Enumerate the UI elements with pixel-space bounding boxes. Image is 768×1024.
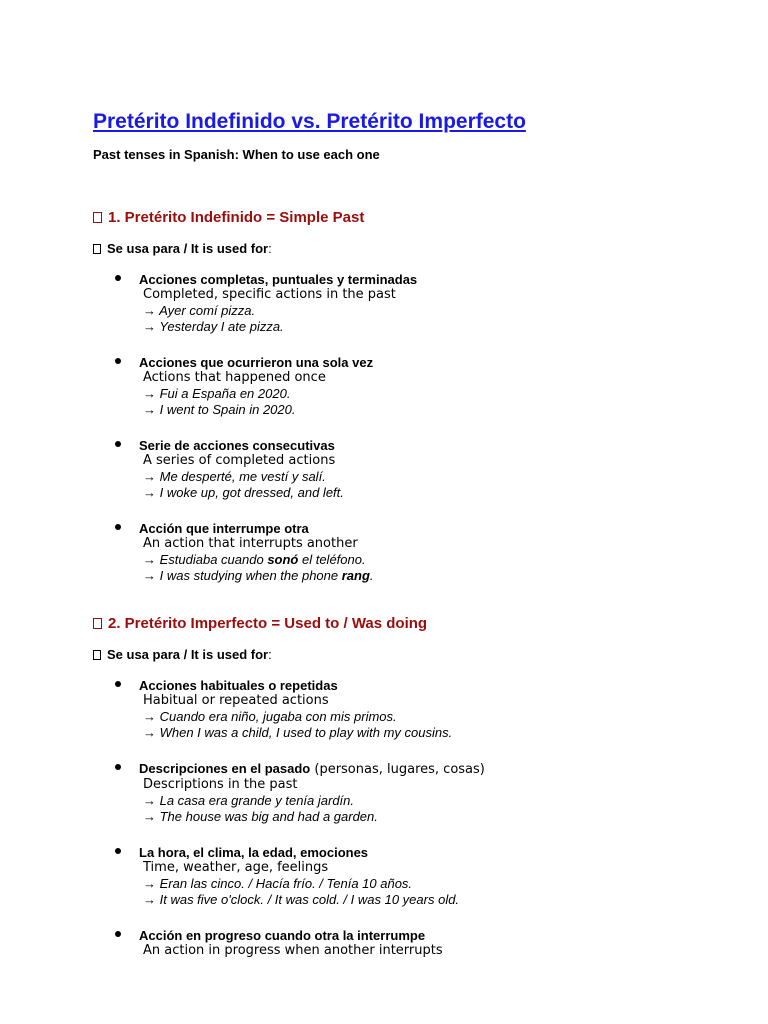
item-spanish: La hora, el clima, la edad, emociones bbox=[139, 845, 369, 860]
example-english: → I went to Spain in 2020. bbox=[143, 402, 296, 417]
usage-list bbox=[93, 678, 733, 959]
example-spanish: → Me desperté, me vestí y salí. bbox=[143, 469, 326, 484]
use-label-suffix: : bbox=[268, 241, 272, 256]
bullet-icon bbox=[115, 441, 121, 447]
example-emphasis: rang bbox=[341, 568, 370, 583]
item-spanish-extra: (personas, lugares, cosas) bbox=[310, 762, 485, 777]
item-spanish: Acción que interrumpe otra bbox=[139, 521, 309, 536]
example-spanish: → La casa era grande y tenía jardín. bbox=[143, 793, 355, 808]
item-spanish: Serie de acciones consecutivas bbox=[139, 438, 335, 453]
list-item bbox=[93, 355, 733, 418]
example-text: → Estudiaba cuando bbox=[143, 552, 268, 567]
use-label-suffix: : bbox=[268, 647, 272, 662]
use-label bbox=[93, 240, 733, 258]
page-title[interactable]: Pretérito Indefinido vs. Pretérito Imperfecto bbox=[93, 110, 526, 133]
list-item bbox=[93, 521, 733, 584]
example-text: → I was studying when the phone bbox=[143, 568, 342, 583]
page-subtitle: Past tenses in Spanish: When to use each one bbox=[93, 147, 380, 162]
example-spanish: → Cuando era niño, jugaba con mis primos. bbox=[143, 709, 397, 724]
section-heading-text: 2. Pretérito Imperfecto = Used to / Was doing bbox=[108, 615, 428, 632]
missing-glyph-icon bbox=[93, 212, 102, 223]
item-english: Completed, specific actions in the past bbox=[143, 287, 396, 302]
example-spanish bbox=[139, 552, 733, 568]
example-spanish: → Eran las cinco. / Hacía frío. / Tenía 10 años. bbox=[143, 876, 413, 891]
example-emphasis: sonó bbox=[267, 552, 299, 567]
item-english: Descriptions in the past bbox=[143, 777, 298, 792]
list-item bbox=[93, 678, 733, 741]
list-item bbox=[93, 438, 733, 501]
section-heading-text: 1. Pretérito Indefinido = Simple Past bbox=[108, 209, 365, 226]
usage-list bbox=[93, 272, 733, 584]
item-spanish bbox=[139, 761, 733, 777]
example-text: el teléfono. bbox=[298, 552, 366, 567]
example-english: → It was five o'clock. / It was cold. / I was 10 years old. bbox=[143, 892, 460, 907]
example-text: . bbox=[369, 568, 374, 583]
missing-glyph-icon bbox=[93, 618, 102, 629]
bullet-icon bbox=[115, 931, 121, 937]
example-spanish: → Fui a España en 2020. bbox=[143, 386, 291, 401]
item-spanish-text: Descripciones en el pasado bbox=[139, 761, 311, 776]
missing-glyph-icon bbox=[93, 650, 101, 660]
list-item bbox=[93, 272, 733, 335]
item-english: Time, weather, age, feelings bbox=[143, 860, 329, 875]
bullet-icon bbox=[115, 275, 121, 281]
bullet-icon bbox=[115, 764, 121, 770]
example-english: → The house was big and had a garden. bbox=[143, 809, 378, 824]
use-label bbox=[93, 646, 733, 664]
bullet-icon bbox=[115, 848, 121, 854]
item-spanish: Acción en progreso cuando otra la interrumpe bbox=[139, 928, 426, 943]
example-english bbox=[139, 568, 733, 584]
item-english: A series of completed actions bbox=[143, 453, 336, 468]
section-heading-indefinido bbox=[93, 208, 733, 228]
example-english: → I woke up, got dressed, and left. bbox=[143, 485, 344, 500]
bullet-icon bbox=[115, 524, 121, 530]
item-english: An action in progress when another interrupts bbox=[143, 943, 443, 958]
missing-glyph-icon bbox=[93, 244, 101, 254]
use-label-text: Se usa para / It is used for bbox=[107, 241, 269, 256]
item-english: Actions that happened once bbox=[143, 370, 326, 385]
example-english: → When I was a child, I used to play with my cousins. bbox=[143, 725, 453, 740]
use-label-text: Se usa para / It is used for bbox=[107, 647, 269, 662]
example-spanish: → Ayer comí pizza. bbox=[143, 303, 256, 318]
bullet-icon bbox=[115, 358, 121, 364]
item-spanish: Acciones que ocurrieron una sola vez bbox=[139, 355, 374, 370]
section-heading-imperfecto bbox=[93, 614, 733, 634]
item-spanish: Acciones habituales o repetidas bbox=[139, 678, 338, 693]
example-english: → Yesterday I ate pizza. bbox=[143, 319, 284, 334]
list-item bbox=[93, 845, 733, 908]
item-english: An action that interrupts another bbox=[143, 536, 358, 551]
item-english: Habitual or repeated actions bbox=[143, 693, 329, 708]
bullet-icon bbox=[115, 681, 121, 687]
list-item bbox=[93, 761, 733, 825]
list-item bbox=[93, 928, 733, 959]
item-spanish: Acciones completas, puntuales y terminadas bbox=[139, 272, 418, 287]
document bbox=[93, 108, 733, 959]
